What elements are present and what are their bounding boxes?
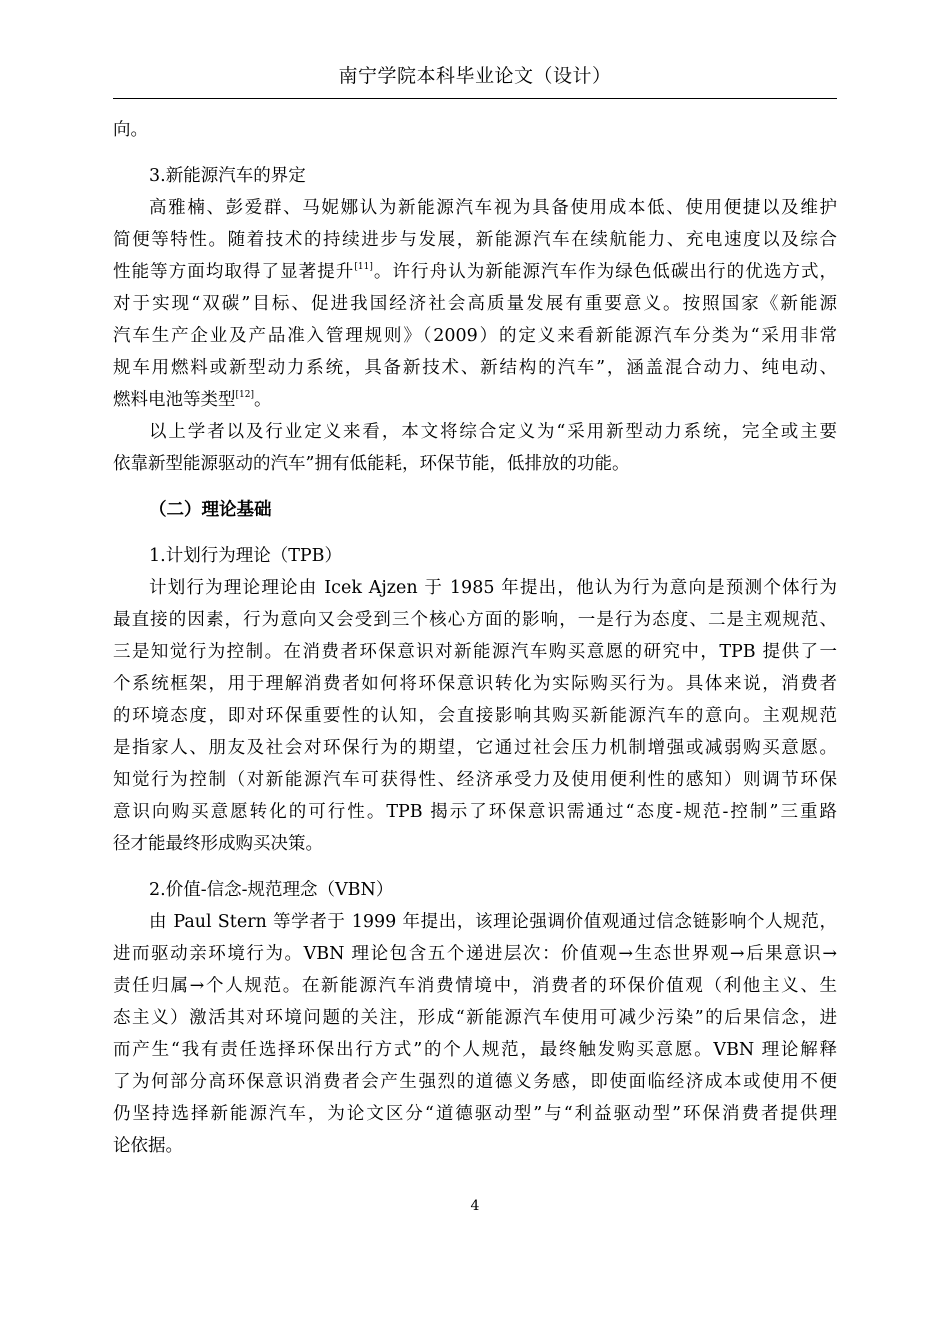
text-line: 知觉行为控制（对新能源汽车可获得性、经济承受力及使用便利性的感知）则调节环保 xyxy=(113,770,837,790)
text-line: 汽车生产企业及产品准入管理规则》（2009）的定义来看新能源汽车分类为“采用非常 xyxy=(113,326,837,346)
text-line xyxy=(113,384,837,416)
text-line: 依靠新型能源驱动的汽车”拥有低能耗，环保节能，低排放的功能。 xyxy=(113,454,630,474)
text-span: 性能等方面均取得了显著提升 xyxy=(113,262,355,282)
text-line: 进而驱动亲环境行为。VBN 理论包含五个递进层次：价值观→生态世界观→后果意识→ xyxy=(113,944,837,964)
running-header: 南宁学院本科毕业论文（设计） xyxy=(338,65,612,87)
text-line: 态主义）激活其对环境问题的关注，形成“新能源汽车使用可减少污染”的后果信念，进 xyxy=(113,1008,837,1028)
text-line: 的环境态度，即对环保重要性的认知，会直接影响其购买新能源汽车的意向。主观规范 xyxy=(113,706,837,726)
text-span: 。 xyxy=(253,390,272,410)
text-line: 简便等特性。随着技术的持续进步与发展，新能源汽车在续航能力、充电速度以及综合 xyxy=(113,230,837,250)
text-line: 三是知觉行为控制。在消费者环保意识对新能源汽车购买意愿的研究中，TPB 提供了一 xyxy=(113,642,837,662)
text-line: 了为何部分高环保意识消费者会产生强烈的道德义务感，即使面临经济成本或使用不便 xyxy=(113,1072,837,1092)
page-number: 4 xyxy=(470,1198,480,1214)
text-span: 燃料电池等类型 xyxy=(113,390,236,410)
text-line: 由 Paul Stern 等学者于 1999 年提出，该理论强调价值观通过信念链影响个人规范， xyxy=(149,912,837,932)
text-line xyxy=(113,256,837,288)
text-line: 仍坚持选择新能源汽车，为论文区分“道德驱动型”与“利益驱动型”环保消费者提供理 xyxy=(113,1104,837,1124)
text-line: 向。 xyxy=(113,120,148,140)
subsection-heading-tpb: 1.计划行为理论（TPB） xyxy=(149,546,343,566)
text-line: 个系统框架，用于理解消费者如何将环保意识转化为实际购买行为。具体来说，消费者 xyxy=(113,674,837,694)
text-line: 是指家人、朋友及社会对环保行为的期望，它通过社会压力机制增强或减弱购买意愿。 xyxy=(113,738,837,758)
text-line: 而产生“我有责任选择环保出行方式”的个人规范，最终触发购买意愿。VBN 理论解释 xyxy=(113,1040,837,1060)
citation-ref-12: [12] xyxy=(235,390,254,400)
subsection-heading-vbn: 2.价值-信念-规范理念（VBN） xyxy=(149,880,394,900)
text-line: 责任归属→个人规范。在新能源汽车消费情境中，消费者的环保价值观（利他主义、生 xyxy=(113,976,837,996)
text-line: 意识向购买意愿转化的可行性。TPB 揭示了环保意识需通过“态度-规范-控制”三重路 xyxy=(113,802,837,822)
section-heading-theory-basis: （二）理论基础 xyxy=(149,500,272,520)
text-line: 高雅楠、彭爱群、马妮娜认为新能源汽车视为具备使用成本低、使用便捷以及维护 xyxy=(149,198,837,218)
text-line: 规车用燃料或新型动力系统，具备新技术、新结构的汽车”，涵盖混合动力、纯电动、 xyxy=(113,358,837,378)
text-span: 。许行舟认为新能源汽车作为绿色低碳出行的优选方式， xyxy=(372,262,837,282)
page-body xyxy=(113,114,837,1162)
text-line: 最直接的因素，行为意向又会受到三个核心方面的影响，一是行为态度、二是主观规范、 xyxy=(113,610,837,630)
text-line: 以上学者以及行业定义来看，本文将综合定义为“采用新型动力系统，完全或主要 xyxy=(149,422,837,442)
text-line: 对于实现“双碳”目标、促进我国经济社会高质量发展有重要意义。按照国家《新能源 xyxy=(113,294,837,314)
text-line: 径才能最终形成购买决策。 xyxy=(113,834,323,854)
text-line: 计划行为理论理论由 Icek Ajzen 于 1985 年提出，他认为行为意向是预测个体行为 xyxy=(149,578,837,598)
citation-ref-11: [11] xyxy=(354,262,373,272)
subsection-heading-nev-definition: 3.新能源汽车的界定 xyxy=(149,166,306,186)
text-line: 论依据。 xyxy=(113,1136,183,1156)
header-rule xyxy=(113,98,837,99)
